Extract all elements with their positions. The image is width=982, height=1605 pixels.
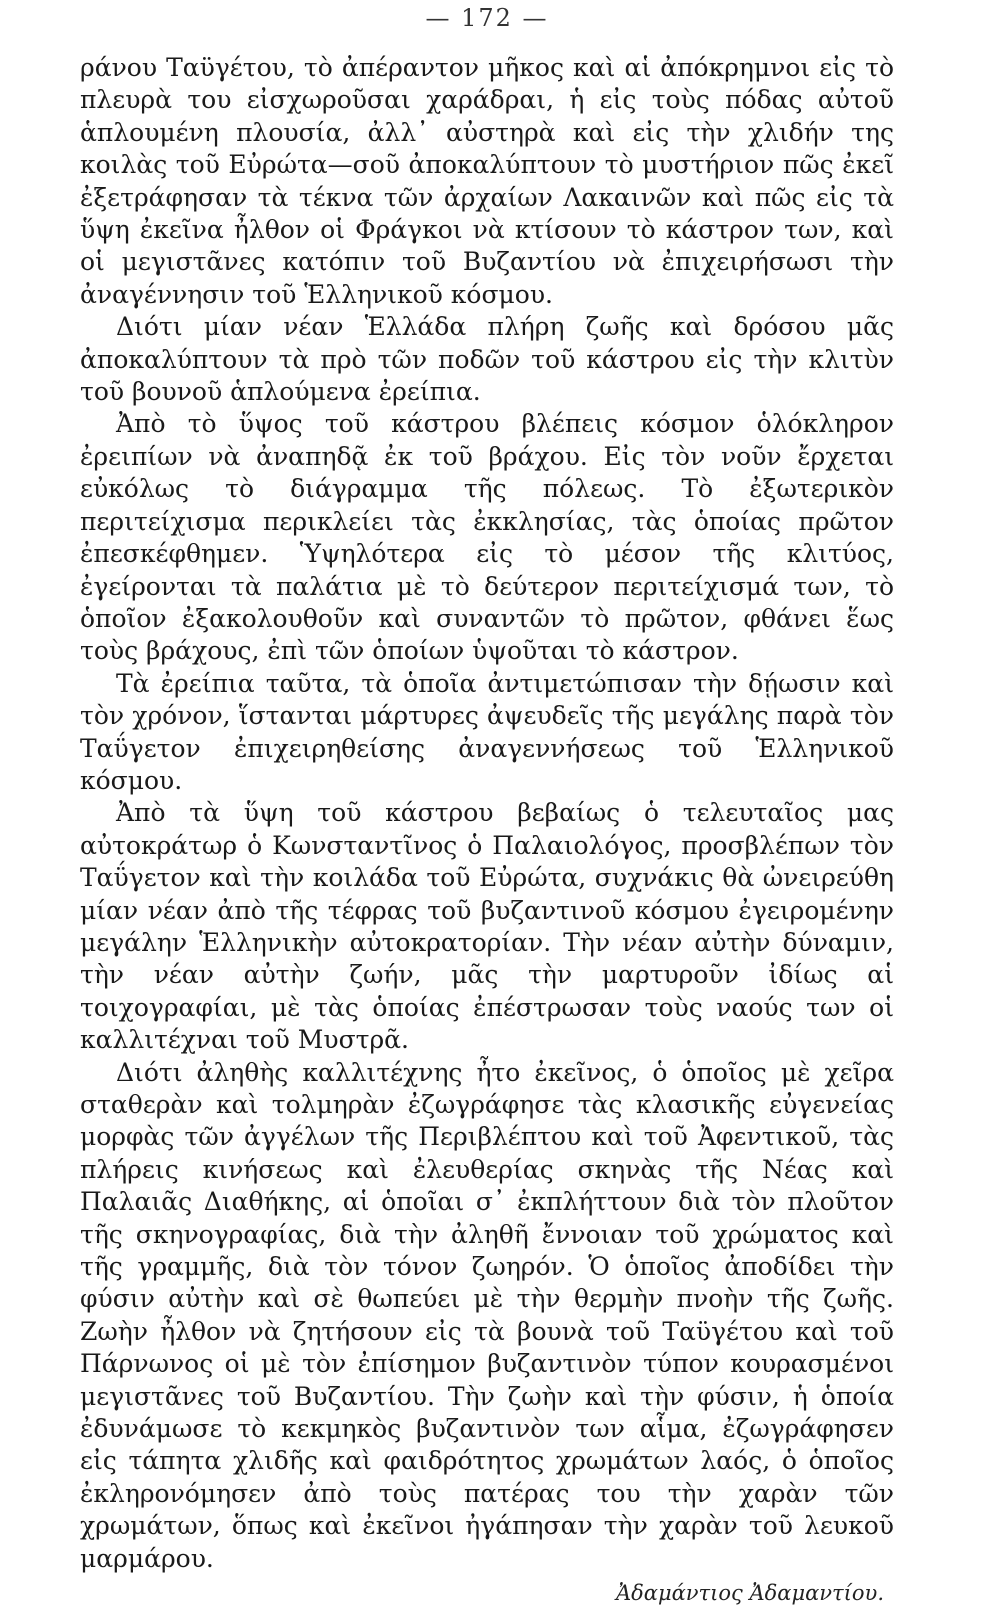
paragraph-1: ράνου Ταϋγέτου, τὸ ἀπέραντον μῆκος καὶ αἱ ἀπόκρημνοι εἰς τὸ πλευρὰ του εἰσχωροῦσαι χαράδραι, ἡ εἰς τοὺς πόδας αὐτοῦ ἁπλουμένη πλουσία, ἀλλ᾽ αὐστηρὰ καὶ εἰς τὴν χλιδήν της κοιλὰς τοῦ Εὐρώτα—σοῦ ἀποκαλύπτουν τὸ μυστήριον πῶς ἐκεῖ ἐξετράφησαν τὰ τέκνα τῶν ἀρχαίων Λακαινῶν καὶ πῶς εἰς τὰ ὕψη ἐκεῖνα ἦλθον οἱ Φράγκοι νὰ κτίσουν τὸ κάστρον των, καὶ οἱ μεγιστᾶνες κατόπιν τοῦ Βυζαντίου νὰ ἐπιχειρήσωσι τὴν ἀναγέννησιν τοῦ Ἑλληνικοῦ κόσμου. xyxy=(80,53,894,309)
author-signature: Ἀδαμάντιος Ἀδαμαντίου. xyxy=(615,1581,884,1605)
paragraph-6: Διότι ἀληθὴς καλλιτέχνης ἦτο ἐκεῖνος, ὁ ὁποῖος μὲ χεῖρα σταθερὰν καὶ τολμηρὰν ἐζωγράφησε τὰς κλασικῆς εὐγενείας μορφὰς τῶν ἀγγέλων τῆς Περιβλέπτου καὶ τοῦ Ἀφεντικοῦ, τὰς πλήρεις κινήσεως καὶ ἐλευθερίας σκηνὰς τῆς Νέας καὶ Παλαιᾶς Διαθήκης, αἱ ὁποῖαι σ᾽ ἐκπλήττουν διὰ τὸν πλοῦτον τῆς σκηνογραφίας, διὰ τὴν ἀληθῆ ἔννοιαν τοῦ χρώματος καὶ τῆς γραμμῆς, διὰ τὸν τόνον ζωηρόν. Ὁ ὁποῖος ἀποδίδει τὴν φύσιν αὐτὴν καὶ σὲ θωπεύει μὲ τὴν θερμὴν πνοὴν τῆς ζωῆς. Ζωὴν ἦλθον νὰ ζητήσουν εἰς τὰ βουνὰ τοῦ Ταϋγέτου καὶ τοῦ Πάρνωνος οἱ μὲ τὸν ἐπίσημον βυζαντινὸν τύπον κουρασμένοι μεγιστᾶνες τοῦ Βυζαντίου. Τὴν ζωὴν καὶ τὴν φύσιν, ἡ ὁποία ἐδυνάμωσε τὸ κεκμηκὸς βυζαντινὸν των αἷμα, ἐζωγράφησεν εἰς τάπητα χλιδῆς καὶ φαιδρότητος χρωμάτων λαός, ὁ ὁποῖος ἐκληρονόμησεν ἀπὸ τοὺς πατέρας του τὴν χαρὰν τῶν χρωμάτων, ὅπως καὶ ἐκεῖνοι ἠγάπησαν τὴν χαρὰν τοῦ λευκοῦ μαρμάρου. xyxy=(80,1057,894,1573)
paragraph-4: Τὰ ἐρείπια ταῦτα, τὰ ὁποῖα ἀντιμετώπισαν τὴν δῄωσιν καὶ τὸν χρόνον, ἵστανται μάρτυρες ἀψευδεῖς τῆς μεγάλης παρὰ τὸν Ταΰγετον ἐπιχειρηθείσης ἀναγεννήσεως τοῦ Ἑλληνικοῦ κόσμου. xyxy=(80,668,894,795)
page-number-header: — 172 — xyxy=(425,4,549,32)
paragraph-5: Ἀπὸ τὰ ὕψη τοῦ κάστρου βεβαίως ὁ τελευταῖος μας αὐτοκράτωρ ὁ Κωνσταντῖνος ὁ Παλαιολόγος, προσβλέπων τὸν Ταΰγετον καὶ τὴν κοιλάδα τοῦ Εὐρώτα, συχνάκις θὰ ὠνειρεύθη μίαν νέαν ἀπὸ τῆς τέφρας τοῦ βυζαντινοῦ κόσμου ἐγειρομένην μεγάλην Ἑλληνικὴν αὐτοκρατορίαν. Τὴν νέαν αὐτὴν δύναμιν, τὴν νέαν αὐτὴν ζωήν, μᾶς τὴν μαρτυροῦν ἰδίως αἱ τοιχογραφίαι, μὲ τὰς ὁποίας ἐπέστρωσαν τοὺς ναούς των οἱ καλλιτέχναι τοῦ Μυστρᾶ. xyxy=(80,798,894,1055)
paragraph-2: Διότι μίαν νέαν Ἑλλάδα πλήρη ζωῆς καὶ δρόσου μᾶς ἀποκαλύπτουν τὰ πρὸ τῶν ποδῶν τοῦ κάστρου εἰς τὴν κλιτὺν τοῦ βουνοῦ ἁπλούμενα ἐρείπια. xyxy=(80,312,894,407)
paragraph-3: Ἀπὸ τὸ ὕψος τοῦ κάστρου βλέπεις κόσμον ὁλόκληρον ἐρειπίων νὰ ἀναπηδᾷ ἐκ τοῦ βράχου. Εἰς τὸν νοῦν ἔρχεται εὐκόλως τὸ διάγραμμα τῆς πόλεως. Τὸ ἐξωτερικὸν περιτείχισμα περικλείει τὰς ἐκκλησίας, τὰς ὁποίας πρῶτον ἐπεσκέφθημεν. Ὑψηλότερα εἰς τὸ μέσον τῆς κλιτύος, ἐγείρονται τὰ παλάτια μὲ τὸ δεύτερον περιτείχισμά των, τὸ ὁποῖον ἐξακολουθοῦν καὶ συναντῶν τὸ πρῶτον, φθάνει ἕως τοὺς βράχους, ἐπὶ τῶν ὁποίων ὑψοῦται τὸ κάστρον. xyxy=(80,409,894,666)
